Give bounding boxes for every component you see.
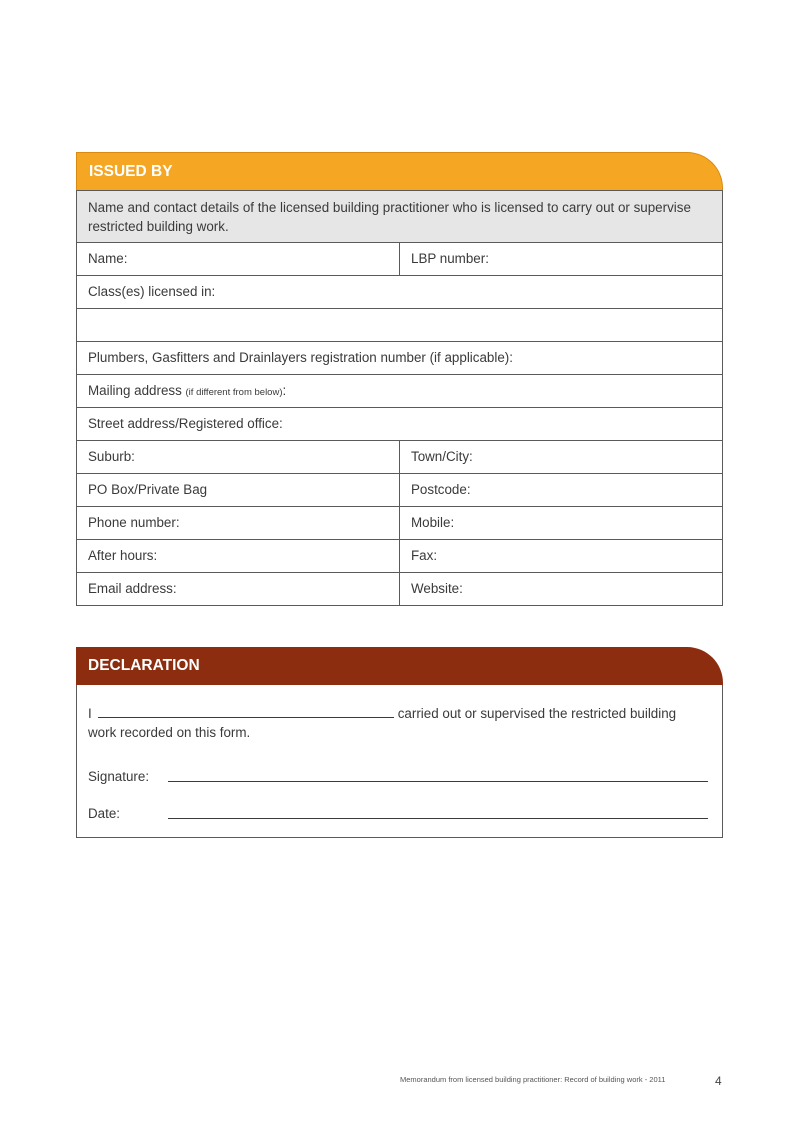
fax-field[interactable]: Fax: [411, 548, 438, 563]
intro-text: Name and contact details of the licensed building practitioner who is licensed to carry out or supervise restricted building work. [88, 200, 691, 234]
lbp-number-field[interactable]: LBP number: [411, 251, 489, 266]
declaration-prefix: I [88, 706, 92, 721]
street-row [77, 407, 722, 440]
issued-by-heading: ISSUED BY [76, 152, 723, 190]
intro-row [77, 190, 722, 242]
registration-row [77, 341, 722, 374]
street-address-field[interactable]: Street address/Registered office: [88, 416, 283, 431]
phone-row [77, 506, 722, 539]
declaration-heading: DECLARATION [76, 647, 723, 685]
pobox-field[interactable]: PO Box/Private Bag [77, 474, 400, 506]
date-line[interactable] [168, 818, 708, 819]
mailing-label: Mailing address [88, 383, 182, 398]
email-row [77, 572, 722, 605]
suburb-row [77, 440, 722, 473]
issued-by-grid [76, 190, 723, 606]
footer-text: Memorandum from licensed building practitioner: Record of building work - 2011 [400, 1075, 666, 1084]
registration-field[interactable]: Plumbers, Gasfitters and Drainlayers registration number (if applicable): [88, 350, 513, 365]
declaration-line-1-suffix: carried out or supervised the restricted building [397, 706, 677, 721]
page-number: 4 [715, 1074, 722, 1088]
postcode-field[interactable]: Postcode: [411, 482, 471, 497]
signature-label: Signature: [88, 769, 150, 784]
mailing-row [77, 374, 722, 407]
town-city-field[interactable]: Town/City: [411, 449, 473, 464]
pobox-row [77, 473, 722, 506]
declaration-line-2: work recorded on this form. [88, 725, 251, 740]
suburb-field[interactable]: Suburb: [77, 441, 400, 473]
declaration-section [76, 647, 723, 838]
mobile-field[interactable]: Mobile: [411, 515, 455, 530]
website-field[interactable]: Website: [411, 581, 463, 596]
phone-field[interactable]: Phone number: [77, 507, 400, 539]
classes-blank-row [77, 308, 722, 341]
after-hours-field[interactable]: After hours: [77, 540, 400, 572]
name-field[interactable]: Name: [77, 243, 400, 275]
declaration-line-1 [88, 703, 676, 721]
afterhours-row [77, 539, 722, 572]
issued-by-section [76, 152, 723, 606]
date-label: Date: [88, 806, 121, 821]
classes-blank-field[interactable] [77, 309, 722, 341]
mailing-note: (if different from below) [185, 387, 283, 398]
mailing-address-field[interactable] [77, 375, 722, 407]
classes-field[interactable]: Class(es) licensed in: [88, 284, 216, 299]
classes-row [77, 275, 722, 308]
declarant-name-blank[interactable] [98, 703, 394, 718]
name-row [77, 242, 722, 275]
signature-line[interactable] [168, 781, 708, 782]
email-field[interactable]: Email address: [77, 573, 400, 605]
declaration-box [76, 685, 723, 838]
mailing-colon: : [282, 383, 287, 398]
